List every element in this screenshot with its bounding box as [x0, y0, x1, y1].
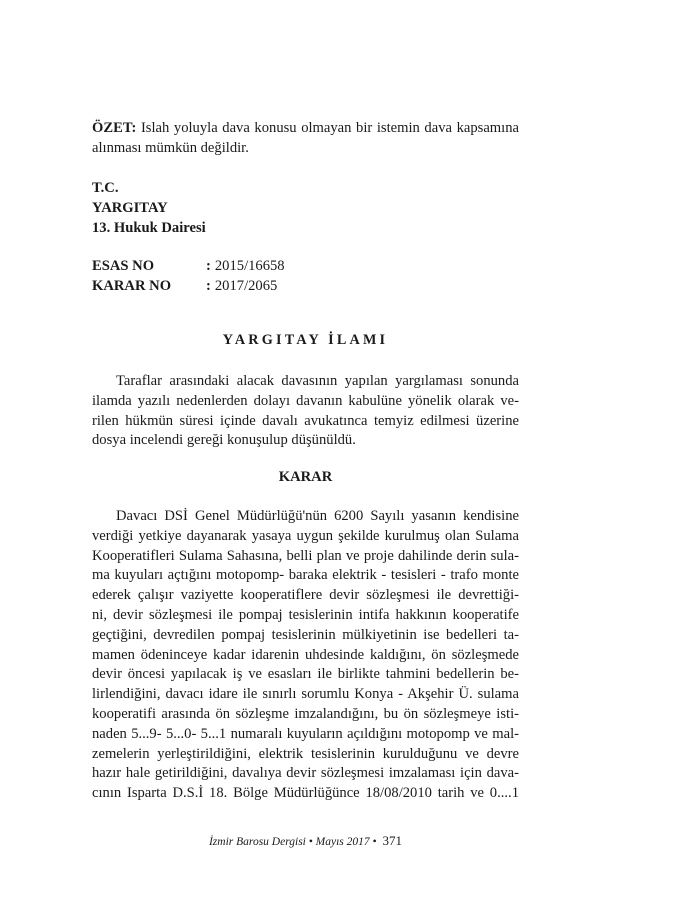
court-chamber: 13. Hukuk Dairesi — [92, 220, 206, 236]
summary-line — [92, 118, 519, 138]
karar-row — [92, 276, 519, 296]
intro-line: dosya incelendi gereği konuşulup düşünüldü. — [92, 432, 356, 449]
document-title: YARGITAY İLAMI — [222, 332, 389, 348]
body-line: ma kuyuları açtığını motopomp- baraka elektrik - tesisleri - trafo monte — [92, 567, 519, 584]
body-line: verdiği yetkiye dayanarak yasaya uygun şekilde kurulmuş olan Sulama — [92, 527, 519, 544]
karar-colon: : — [206, 278, 211, 294]
intro-line: Taraflar arasındaki alacak davasının yapılan yargılaması sonunda — [116, 373, 519, 389]
summary-line: alınması mümkün değildir. — [92, 139, 249, 156]
body-line: ederek çalışır vaziyette kooperatiflere devir sözleşmesi ile devrettiği- — [92, 587, 519, 604]
case-references — [92, 256, 519, 296]
body-line: hazır hale getirildiğini, davalıya devir sözleşmesi imzalaması için dava- — [92, 765, 519, 782]
body-line: kooperatifi arasında ön sözleşme imzalandığını, bu ön sözleşmeye isti- — [92, 705, 519, 722]
court-header — [92, 178, 519, 238]
esas-colon: : — [206, 258, 211, 274]
body-line: naden 5...9- 5...0- 5...1 numaralı kuyuların açıldığını motopomp ve mal- — [92, 725, 519, 742]
esas-label: ESAS NO — [92, 258, 155, 274]
body-line: geçtiğini, devredilen pompaj tesislerinin mülkiyetinin ise bedelleri ta- — [92, 626, 519, 643]
intro-paragraph — [92, 372, 519, 451]
body-line: lirlendiğini, davacı idare ile sınırlı sorumlu Konya - Akşehir Ü. sulama — [92, 686, 519, 703]
body-line: Davacı DSİ Genel Müdürlüğü'nün 6200 Sayılı yasanın kendisine — [116, 508, 519, 524]
esas-value: 2015/16658 — [214, 258, 285, 274]
intro-line: ilamda yazılı nedenlerden dolayı davanın kabulüne yönelik olarak ve- — [92, 392, 519, 409]
body-line: Kooperatifleri Sulama Sahasına, belli plan ve proje dahilinde derin sula- — [92, 547, 519, 564]
summary-paragraph — [92, 118, 519, 158]
decision-heading: KARAR — [278, 469, 333, 485]
esas-row — [92, 256, 519, 276]
decision-paragraph — [92, 507, 519, 804]
court-country: T.C. — [92, 180, 119, 196]
body-line: ni, devir sözleşmesi ile pompaj tesislerinin intifa hakkının kooperatife — [92, 606, 519, 623]
footer-magazine: İzmir Barosu Dergisi • Mayıs 2017 • — [208, 836, 377, 848]
karar-label: KARAR NO — [92, 278, 172, 294]
court-name: YARGITAY — [92, 200, 168, 216]
body-line: cının Isparta D.S.İ 18. Bölge Müdürlüğünce 18/08/2010 tarih ve 0....1 — [92, 785, 519, 802]
intro-line: rilen hükmün süresi içinde davalı avukatınca temyiz edilmesi üzerine — [92, 412, 519, 429]
karar-value: 2017/2065 — [214, 278, 278, 294]
page-number: 371 — [382, 833, 403, 848]
summary-label: ÖZET: — [92, 120, 137, 136]
page-footer — [92, 833, 519, 849]
body-line: zemelerin yerleştirildiğini, elektrik tesislerinin kurulduğunu ve devre — [92, 745, 519, 762]
summary-text: Islah yoluyla dava konusu olmayan bir istemin dava kapsamına — [136, 120, 519, 136]
body-line: mamen ödeninceye kadar idarenin uhdesinde kaldığını, ön sözleşmede — [92, 646, 519, 663]
body-line: devir öncesi yapılacak iş ve esasları ile birlikte tahmini bedellerin be- — [92, 666, 519, 683]
